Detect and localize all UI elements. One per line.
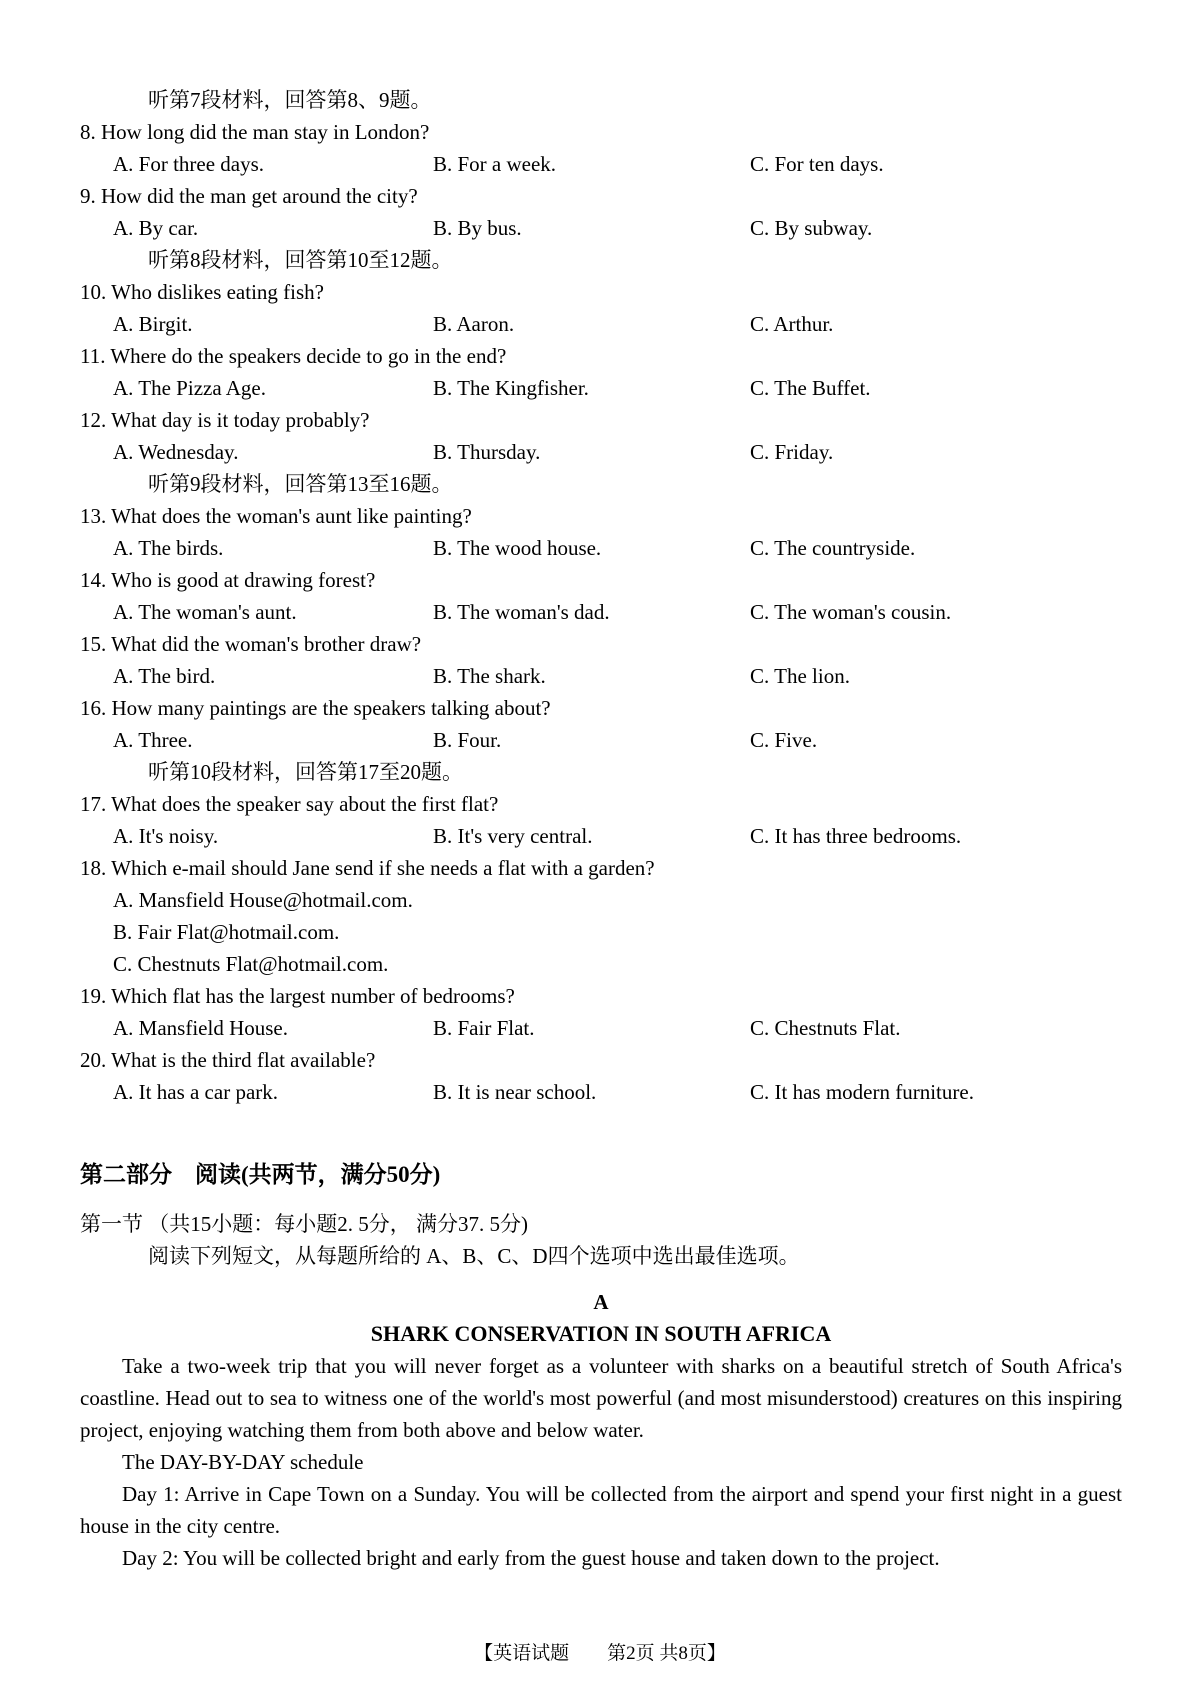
option-a: A. It's noisy. <box>113 824 219 848</box>
question-14-options <box>80 596 1122 628</box>
material-instruction-7: 听第7段材料，回答第8、9题。 <box>148 88 432 112</box>
option-a: A. Mansfield House. <box>113 1016 288 1040</box>
option-c: C. It has three bedrooms. <box>750 824 962 848</box>
option-a: A. It has a car park. <box>113 1080 279 1104</box>
option-c: C. The woman's cousin. <box>750 600 952 624</box>
question-17-text: 17. What does the speaker say about the first flat? <box>80 792 499 816</box>
option-b: B. Fair Flat. <box>433 1016 535 1040</box>
option-b: B. The woman's dad. <box>433 600 610 624</box>
question-16-text: 16. How many paintings are the speakers talking about? <box>80 696 551 720</box>
question-16-options <box>80 724 1122 756</box>
page-footer: 【英语试题 第2页 共8页】 <box>474 1643 726 1664</box>
question-8-text: 8. How long did the man stay in London? <box>80 120 430 144</box>
question-15-text: 15. What did the woman's brother draw? <box>80 632 422 656</box>
passage-day2-paragraph: Day 2: You will be collected bright and early from the guest house and taken down to the project. <box>122 1546 940 1570</box>
part2-heading: 第二部分 阅读(共两节，满分50分) <box>80 1162 441 1187</box>
passage-day1-paragraph: Day 1: Arrive in Cape Town on a Sunday. You will be collected from the airport and spend your first night in a guest house in the city centre. <box>80 1482 1122 1538</box>
option-a: A. The Pizza Age. <box>113 376 266 400</box>
option-a: A. For three days. <box>113 152 265 176</box>
option-c: C. The countryside. <box>750 536 916 560</box>
question-19-options <box>80 1012 1122 1044</box>
option-c: C. Five. <box>750 728 818 752</box>
question-8-options <box>80 148 1122 180</box>
option-c: C. Arthur. <box>750 312 834 336</box>
option-b: B. The shark. <box>433 664 546 688</box>
question-9-text: 9. How did the man get around the city? <box>80 184 418 208</box>
option-b: B. Four. <box>433 728 502 752</box>
passage-title: SHARK CONSERVATION IN SOUTH AFRICA <box>370 1321 832 1346</box>
question-17-options <box>80 820 1122 852</box>
option-b: B. By bus. <box>433 216 522 240</box>
question-13-options <box>80 532 1122 564</box>
question-10-text: 10. Who dislikes eating fish? <box>80 280 324 304</box>
option-c: C. It has modern furniture. <box>750 1080 974 1104</box>
option-a: A. The woman's aunt. <box>113 600 297 624</box>
option-b: B. Aaron. <box>433 312 515 336</box>
option-c: C. Friday. <box>750 440 834 464</box>
option-a: A. Birgit. <box>113 312 193 336</box>
option-a: A. The birds. <box>113 536 224 560</box>
question-20-text: 20. What is the third flat available? <box>80 1048 376 1072</box>
option-a: A. The bird. <box>113 664 216 688</box>
option-b: B. It is near school. <box>433 1080 597 1104</box>
option-c: C. Chestnuts Flat@hotmail.com. <box>113 952 389 976</box>
question-13-text: 13. What does the woman's aunt like painting? <box>80 504 472 528</box>
option-b: B. It's very central. <box>433 824 593 848</box>
reading-instruction: 阅读下列短文，从每题所给的 A、B、C、D四个选项中选出最佳选项。 <box>148 1244 800 1268</box>
option-c: C. By subway. <box>750 216 873 240</box>
section1-heading: 第一节 （共15小题：每小题2. 5分， 满分37. 5分) <box>80 1212 528 1236</box>
option-b: B. Fair Flat@hotmail.com. <box>113 920 340 944</box>
material-instruction-9: 听第9段材料，回答第13至16题。 <box>148 472 453 496</box>
option-a: A. Three. <box>113 728 193 752</box>
option-c: C. Chestnuts Flat. <box>750 1016 901 1040</box>
question-9-options <box>80 212 1122 244</box>
question-12-text: 12. What day is it today probably? <box>80 408 370 432</box>
question-11-options <box>80 372 1122 404</box>
option-b: B. The wood house. <box>433 536 602 560</box>
option-b: B. The Kingfisher. <box>433 376 589 400</box>
option-a: A. By car. <box>113 216 199 240</box>
passage-paragraph-1: Take a two-week trip that you will never forget as a volunteer with sharks on a beautiful stretch of South Africa's coastline. Head out to sea to witness one of the world's most powerful (and most misunderstood) creatures on this inspiring project, enjoying watching them from both above and below water. <box>80 1354 1122 1442</box>
option-c: C. For ten days. <box>750 152 884 176</box>
question-11-text: 11. Where do the speakers decide to go in the end? <box>80 344 507 368</box>
question-10-options <box>80 308 1122 340</box>
material-instruction-10: 听第10段材料，回答第17至20题。 <box>148 760 463 784</box>
question-14-text: 14. Who is good at drawing forest? <box>80 568 376 592</box>
option-c: C. The Buffet. <box>750 376 871 400</box>
passage-schedule-heading: The DAY-BY-DAY schedule <box>122 1450 364 1474</box>
question-18-text: 18. Which e-mail should Jane send if she needs a flat with a garden? <box>80 856 655 880</box>
option-b: B. For a week. <box>433 152 557 176</box>
passage-label: A <box>593 1290 609 1314</box>
option-a: A. Wednesday. <box>113 440 239 464</box>
option-b: B. Thursday. <box>433 440 541 464</box>
question-15-options <box>80 660 1122 692</box>
question-19-text: 19. Which flat has the largest number of bedrooms? <box>80 984 515 1008</box>
material-instruction-8: 听第8段材料，回答第10至12题。 <box>148 248 453 272</box>
option-a: A. Mansfield House@hotmail.com. <box>113 888 413 912</box>
option-c: C. The lion. <box>750 664 850 688</box>
exam-page-content <box>80 84 1122 1574</box>
question-20-options <box>80 1076 1122 1108</box>
question-12-options <box>80 436 1122 468</box>
